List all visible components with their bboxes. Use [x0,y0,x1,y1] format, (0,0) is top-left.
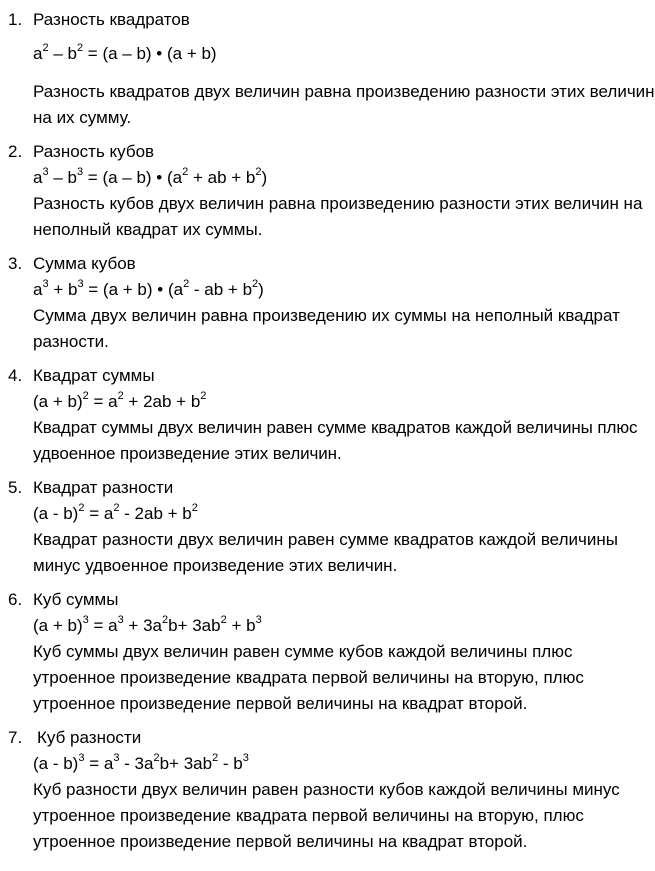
formula-item-cube-of-sum [8,587,655,717]
item-formula: $a^3 + b^3 = (a + b)$ • ($a^2$ - ab + $b^2$) [33,278,264,299]
item-title: Квадрат разности [33,478,174,497]
item-title: Сумма кубов [33,254,136,273]
item-description: Разность квадратов двух величин равна произведению разности этих величин на их сумму. [33,82,655,127]
item-number: 1. [8,10,23,29]
formula-item-cube-of-difference [8,725,655,855]
item-description: Квадрат суммы двух величин равен сумме квадратов каждой величины плюс удвоенное произведение этих величин. [33,418,638,463]
item-formula: $(a - b)^2 = a^2 - 2ab + b^2$ [33,502,198,523]
item-description: Куб разности двух величин равен разности кубов каждой величины минус утроенное произведение квадрата первой величины на вторую, плюс утроенное произведение первой величины на квадрат второй. [33,780,620,851]
formula-item-difference-of-cubes [8,139,655,243]
item-number: 2. [8,142,23,161]
item-formula: $(a - b)^3 = a^3 - 3a^2b+ 3ab^2 - b^3$ [33,752,249,773]
item-formula: $a^3 - b^3 = (a - b)$ • ($a^2$ + ab + $b^2$) [33,166,268,187]
item-formula: $(a + b)^2 = a^2 + 2ab + b^2$ [33,390,207,411]
item-title: Куб суммы [33,590,119,609]
item-description: Сумма двух величин равна произведению их суммы на неполный квадрат разности. [33,306,620,351]
formula-item-difference-of-squares [8,7,655,131]
item-number: 7. [8,728,23,747]
formula-item-sum-of-cubes [8,251,655,355]
item-title: Разность квадратов [33,10,190,29]
item-number: 4. [8,366,23,385]
item-description: Куб суммы двух величин равен сумме кубов каждой величины плюс утроенное произведение квадрата первой величины на вторую, плюс утроенное произведение первой величины на квадрат второй. [33,642,584,713]
item-title: Разность кубов [33,142,155,161]
item-title: Куб разности [37,728,142,747]
item-formula: $(a + b)^3 = a^3 + 3a^2b+ 3ab^2 + b^3$ [33,614,262,635]
item-formula: $a^2 - b^2 = (a - b)$ • (a + b) [33,42,217,63]
item-number: 3. [8,254,23,273]
formula-item-square-of-sum [8,363,655,467]
formula-item-square-of-difference [8,475,655,579]
item-description: Квадрат разности двух величин равен сумме квадратов каждой величины минус удвоенное произведение этих величин. [33,530,618,575]
item-number: 5. [8,478,23,497]
item-description: Разность кубов двух величин равна произведению разности этих величин на неполный квадрат их суммы. [33,194,643,239]
item-title: Квадрат суммы [33,366,155,385]
item-number: 6. [8,590,23,609]
